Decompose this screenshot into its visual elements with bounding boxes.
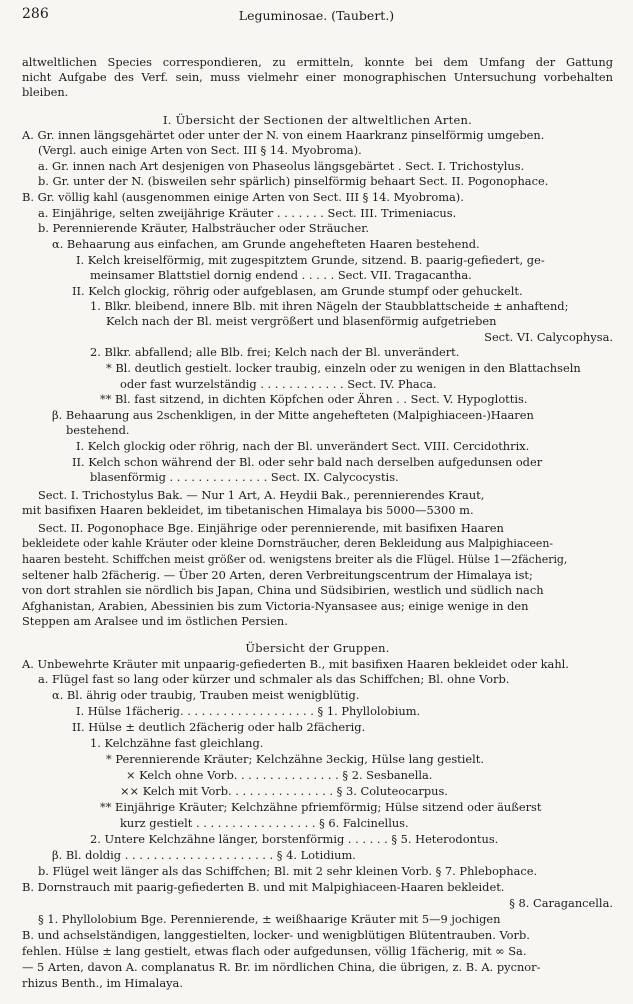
key-line: Kelch nach der Bl. meist vergrößert und blasenförmig aufgetrieben [106,314,497,328]
key-line: § 8. Caragancella. [509,896,613,910]
section-heading: I. Übersicht der Sectionen der altweltlichen Arten. [162,113,473,127]
body-line: Afghanistan, Arabien, Abessinien bis zum Victoria-Nyansasee aus; einige wenige in den [22,599,529,613]
key-line: ⨯⨯ Kelch mit Vorb. . . . . . . . . . . . . . . § 3. Coluteocarpus. [120,784,448,798]
key-line: I. Hülse 1fächerig. . . . . . . . . . . . . . . . . . . § 1. Phyllolobium. [76,704,421,718]
body-line: mit basifixen Haaren bekleidet, im tibetanischen Himalaya bis 5000—5300 m. [22,503,474,517]
key-line: II. Kelch glockig, röhrig oder aufgeblasen, am Grunde stumpf oder gehuckelt. [72,284,523,298]
key-line: a. Gr. innen nach Art desjenigen von Phaseolus längsgebärtet . Sect. I. Trichostylus. [38,159,525,173]
key-line: II. Kelch schon während der Bl. oder sehr bald nach derselben aufgedunsen oder [72,455,543,469]
key-line: a. Einjährige, selten zweijährige Kräuter . . . . . . . Sect. III. Trimeniacus. [38,206,457,220]
body-line: § 1. Phyllolobium Bge. Perennierende, ± weißhaarige Kräuter mit 5—9 jochigen [38,912,501,926]
body-line: Steppen am Aralsee und im östlichen Persien. [22,614,288,628]
key-line: 2. Untere Kelchzähne länger, borstenförmig . . . . . . § 5. Heterodontus. [90,832,499,846]
key-line: bestehend. [66,423,130,437]
key-line: blasenförmig . . . . . . . . . . . . . . Sect. IX. Calycocystis. [90,470,399,484]
key-line: A. Gr. innen längsgehärtet oder unter der N. von einem Haarkranz pinselförmig umgeben. [22,128,545,142]
key-line: II. Hülse ± deutlich 2fächerig oder halb 2fächerig. [72,720,366,734]
key-line: b. Gr. unter der N. (bisweilen sehr spärlich) pinselförmig behaart Sect. II. Pogonophace. [38,174,549,188]
body-line: B. und achselständigen, langgestielten, locker- und wenigblütigen Blütentrauben. Vorb. [22,928,530,942]
body-line: von dort strahlen sie nördlich bis Japan, China und Südsibirien, westlich und südlich nach [22,583,544,597]
body-line: altweltlichen Species correspondieren, zu ermitteln, konnte bei dem Umfang der Gattung [22,55,613,69]
body-line: rhizus Benth., im Himalaya. [22,976,183,990]
key-line: * Bl. deutlich gestielt. locker traubig, einzeln oder zu wenigen in den Blattachseln [106,361,581,375]
key-line: kurz gestielt . . . . . . . . . . . . . . . . . § 6. Falcinellus. [120,816,409,830]
key-line: b. Perennierende Kräuter, Halbsträucher oder Sträucher. [38,221,370,235]
body-line: — 5 Arten, davon A. complanatus R. Br. im nördlichen China, die übrigen, z. B. A. pycnor- [22,960,541,974]
key-line: * Perennierende Kräuter; Kelchzähne 3eckig, Hülse lang gestielt. [106,752,484,766]
key-line: a. Flügel fast so lang oder kürzer und schmaler als das Schiffchen; Bl. ohne Vorb. [38,672,510,686]
key-line: Sect. VI. Calycophysa. [484,330,613,344]
key-line: α. Behaarung aus einfachen, am Grunde angehefteten Haaren bestehend. [52,237,480,251]
key-line: ⨯ Kelch ohne Vorb. . . . . . . . . . . . . . . § 2. Sesbanella. [126,768,433,782]
key-line: I. Kelch kreiselförmig, mit zugespitztem Grunde, sitzend. B. paarig-gefiedert, ge- [76,253,545,267]
key-line: oder fast wurzelständig . . . . . . . . . . . . Sect. IV. Phaca. [120,377,437,391]
page-number: 286 [22,6,49,22]
key-line: A. Unbewehrte Kräuter mit unpaarig-gefiederten B., mit basifixen Haaren bekleidet oder kahl. [22,657,569,671]
key-line: I. Kelch glockig oder röhrig, nach der Bl. unverändert Sect. VIII. Cercidothrix. [76,439,530,453]
key-line: 2. Blkr. abfallend; alle Blb. frei; Kelch nach der Bl. unverändert. [90,345,460,359]
key-line: β. Bl. doldig . . . . . . . . . . . . . . . . . . . . . § 4. Lotidium. [52,848,356,862]
key-line: 1. Blkr. bleibend, innere Blb. mit ihren Nägeln der Staubblattscheide ± anhaftend; [90,299,569,313]
key-line: α. Bl. ährig oder traubig, Trauben meist wenigblütig. [52,688,360,702]
body-line: nicht Aufgabe des Verf. sein, muss vielmehr einer monographischen Untersuchung vorbehalten [22,70,613,84]
running-title: Leguminosae. (Taubert.) [238,8,395,23]
key-line: ** Bl. fast sitzend, in dichten Köpfchen oder Ähren . . Sect. V. Hypoglottis. [100,392,528,406]
body-line: bleiben. [22,85,69,99]
body-line: Sect. I. Trichostylus Bak. — Nur 1 Art, A. Heydii Bak., perennierendes Kraut, [38,488,485,502]
group-heading: Übersicht der Gruppen. [245,641,390,655]
body-line: bekleidete oder kahle Kräuter oder kleine Dornsträucher, deren Bekleidung aus Malpighiaceen- [22,537,554,550]
key-line: β. Behaarung aus 2schenkligen, in der Mitte angehefteten (Malpighiaceen-)Haaren [52,408,534,422]
key-line: b. Flügel weit länger als das Schiffchen; Bl. mit 2 sehr kleinen Vorb. § 7. Phlebophace. [38,864,538,878]
key-line: (Vergl. auch einige Arten von Sect. III § 14. Myobroma). [38,143,362,157]
body-line: seltener halb 2fächerig. — Über 20 Arten, deren Verbreitungscentrum der Himalaya ist; [22,568,533,582]
key-line: 1. Kelchzähne fast gleichlang. [90,736,264,750]
key-line: ** Einjährige Kräuter; Kelchzähne pfriemförmig; Hülse sitzend oder äußerst [100,800,542,814]
key-line: B. Gr. völlig kahl (ausgenommen einige Arten von Sect. III § 14. Myobroma). [22,190,464,204]
key-line: B. Dornstrauch mit paarig-gefiederten B. und mit Malpighiaceen-Haaren bekleidet. [22,880,505,894]
key-line: meinsamer Blattstiel dornig endend . . . . . Sect. VII. Tragacantha. [90,268,472,282]
body-line: fehlen. Hülse ± lang gestielt, etwas flach oder aufgedunsen, völlig 1fächerig, mit ∞ Sa. [22,944,527,958]
body-line: haaren besteht. Schiffchen meist größer od. wenigstens breiter als die Flügel. Hülse 1—2fächerig, [22,553,568,566]
body-line: Sect. II. Pogonophace Bge. Einjährige oder perennierende, mit basifixen Haaren [38,521,504,535]
